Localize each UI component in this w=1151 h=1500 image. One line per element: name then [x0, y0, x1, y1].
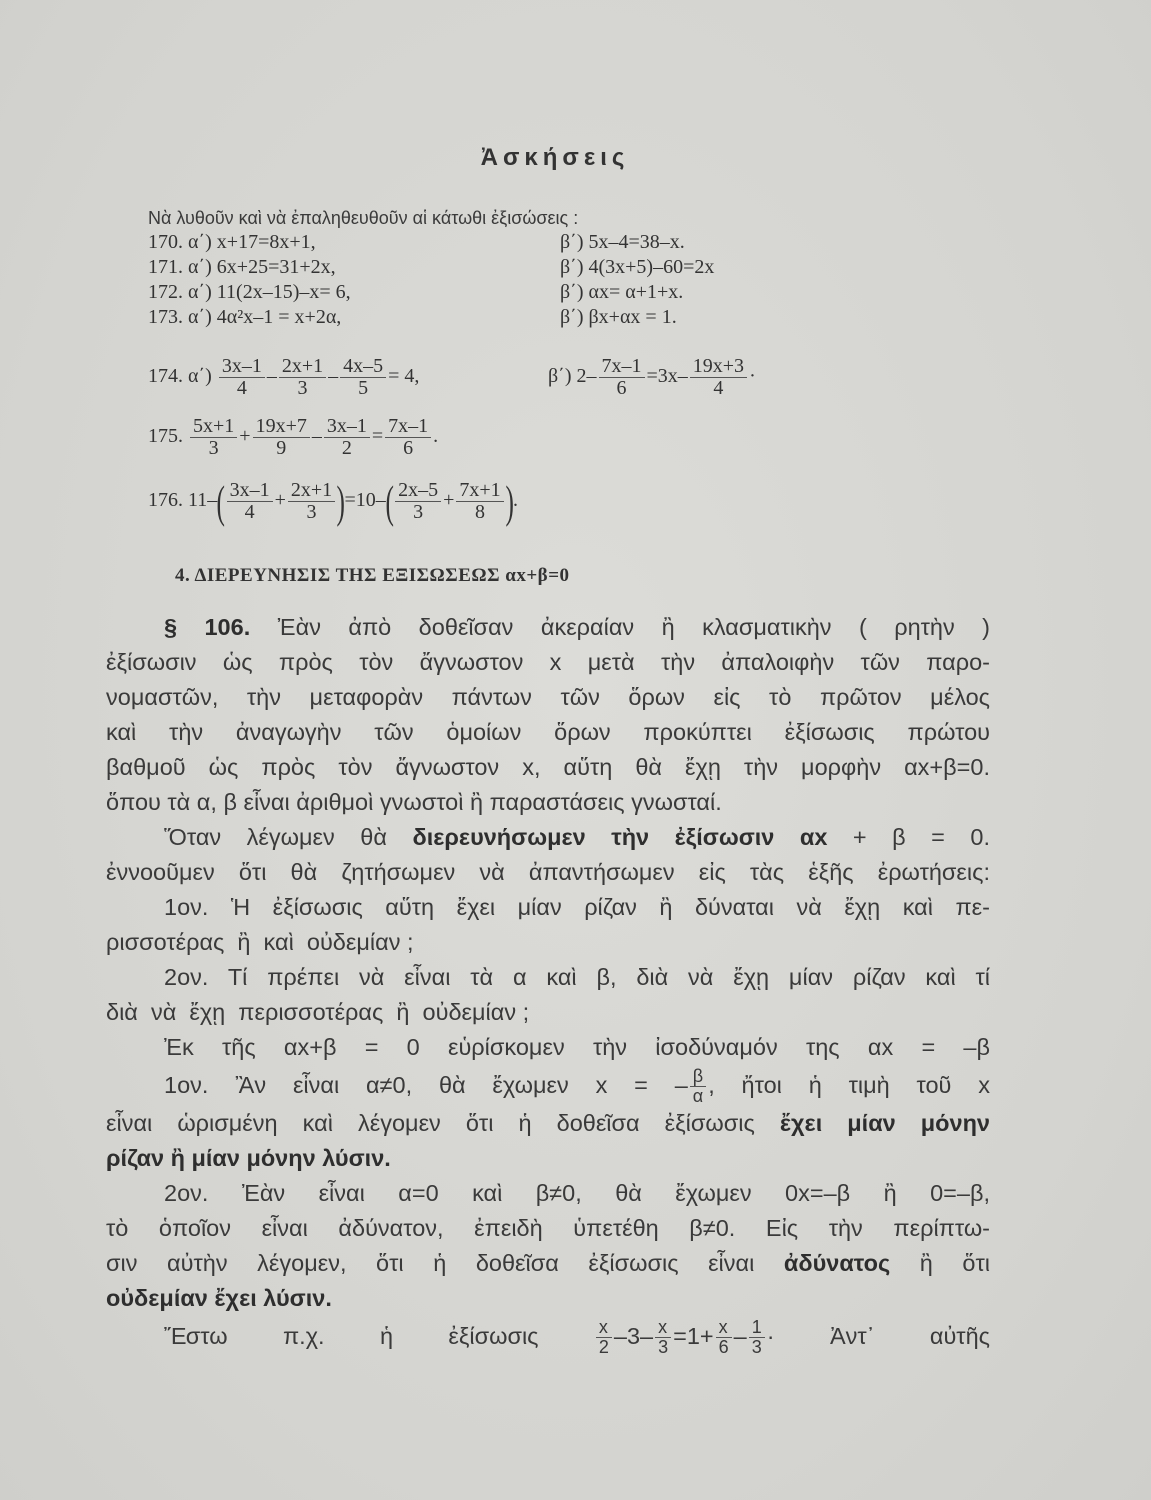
text-line — [106, 1281, 990, 1316]
fraction — [596, 1318, 612, 1357]
text-run: –3– — [613, 1323, 654, 1349]
text-run: β΄) βx+αx = 1. — [560, 306, 677, 328]
fraction — [385, 416, 431, 459]
exercise-part-b — [560, 231, 685, 254]
text-line — [106, 1141, 990, 1176]
text-run: τὸ ὁποῖον εἶναι ἀδύνατον, ἐπειδὴ ὑπετέθη β≠0. Εἰς τὴν περίπτω- — [106, 1215, 990, 1241]
text-line — [106, 1316, 990, 1357]
exercises-title: Ἀσκήσεις — [480, 144, 630, 171]
text-run: , ἤτοι ἡ τιμὴ τοῦ x — [708, 1072, 990, 1098]
exercise-part-a — [148, 415, 439, 459]
text-line — [106, 995, 990, 1030]
fraction — [340, 356, 386, 399]
exercise-part-b — [560, 256, 714, 279]
text-run: καὶ τὴν ἀναγωγὴν τῶν ὁμοίων ὅρων προκύπτει ἐξίσωσις πρώτου — [106, 719, 990, 745]
exercise-row — [148, 306, 677, 329]
denominator: α — [692, 1086, 704, 1107]
text-line — [106, 645, 990, 680]
parenthesis: ) — [336, 475, 346, 527]
fraction — [279, 356, 326, 399]
text-run: ἐξίσωσιν ὡς πρὸς τὸν ἄγνωστον x μετὰ τὴν ἀπαλοιφὴν τῶν παρο- — [106, 649, 990, 675]
fraction — [324, 416, 370, 459]
text-run: · Ἀντ᾽ αὐτῆς — [766, 1323, 990, 1349]
text-run: – — [266, 365, 277, 388]
numerator: 7x–1 — [385, 416, 431, 438]
denominator: 3 — [297, 377, 308, 399]
bold-text: οὐδεμίαν ἔχει λύσιν. — [106, 1285, 332, 1311]
text-run: 1ον. Ἡ ἐξίσωσις αὕτη ἔχει μίαν ρίζαν ἢ δύναται νὰ ἔχῃ καὶ πε- — [164, 894, 990, 920]
fraction — [227, 480, 273, 523]
text-run: 175. — [148, 425, 188, 448]
text-line — [106, 715, 990, 750]
exercise-row — [148, 231, 685, 254]
text-run: βαθμοῦ ὡς πρὸς τὸν ἄγνωστον x, αὕτη θὰ ἔχῃ τὴν μορφὴν αx+β=0. — [106, 754, 990, 780]
denominator: 3 — [751, 1337, 762, 1358]
fraction — [690, 1067, 706, 1106]
text-run: =10– — [344, 489, 386, 512]
fraction — [599, 356, 645, 399]
denominator: 6 — [616, 377, 627, 399]
numerator: 19x+7 — [253, 416, 310, 438]
text-run: 174. α΄) — [148, 365, 217, 388]
exercise-part-a — [148, 475, 518, 527]
text-run: – — [311, 425, 322, 448]
text-run: . — [512, 489, 518, 512]
text-line — [106, 1065, 990, 1106]
numerator: 7x–1 — [599, 356, 645, 378]
numerator: β — [690, 1067, 706, 1087]
text-run: Ἔστω π.χ. ἡ ἐξίσωσις — [164, 1323, 594, 1349]
numerator: x — [596, 1318, 612, 1338]
text-run: . — [433, 425, 439, 448]
text-line — [106, 960, 990, 995]
text-run: σιν αὐτὴν λέγομεν, ὅτι ἡ δοθεῖσα ἐξίσωσις εἶναι — [106, 1250, 784, 1276]
text-run: 173. α΄) 4α²x–1 = x+2α, — [148, 306, 342, 328]
exercise-part-a — [148, 256, 336, 278]
numerator: x — [655, 1318, 671, 1338]
denominator: 2 — [341, 437, 352, 459]
text-run: β΄) 5x–4=38–x. — [560, 231, 685, 253]
text-line — [106, 785, 990, 820]
parenthesis: ( — [385, 475, 394, 527]
text-run: Ἐὰν ἀπὸ δοθεῖσαν ἀκεραίαν ἢ κλασματικὴν ( ρητὴν ) — [250, 614, 990, 640]
bold-text: ρίζαν ἢ μίαν μόνην λύσιν. — [106, 1145, 391, 1171]
denominator: 8 — [475, 501, 486, 523]
denominator: 9 — [276, 437, 287, 459]
exercise-row — [148, 355, 756, 399]
text-line — [106, 925, 990, 960]
fraction — [716, 1318, 732, 1357]
text-run: ἢ ὅτι — [890, 1250, 990, 1276]
exercise-row — [148, 416, 438, 459]
numerator: 3x–1 — [219, 356, 265, 378]
numerator: x — [716, 1318, 732, 1338]
text-line — [106, 1176, 990, 1211]
exercise-part-b — [548, 356, 756, 399]
text-run: Ἐκ τῆς αx+β = 0 εὑρίσκομεν τὴν ἰσοδύναμόν της αx = –β — [164, 1034, 990, 1060]
bold-text: ἔχει μίαν μόνην — [779, 1110, 990, 1136]
text-line — [106, 610, 990, 645]
text-run: + — [239, 425, 251, 448]
denominator: 3 — [306, 501, 317, 523]
fraction — [190, 416, 237, 459]
text-line — [106, 820, 990, 855]
text-line — [106, 1211, 990, 1246]
text-run: 172. α΄) 11(2x–15)–x= 6, — [148, 281, 351, 303]
numerator: 5x+1 — [190, 416, 237, 438]
numerator: 3x–1 — [324, 416, 370, 438]
parenthesis: ) — [505, 475, 514, 527]
text-run: β΄) 2– — [548, 365, 597, 388]
denominator: 3 — [658, 1337, 669, 1358]
exercise-part-b — [560, 281, 683, 304]
denominator: 2 — [598, 1337, 609, 1358]
text-line — [106, 1246, 990, 1281]
text-run: διὰ νὰ ἔχῃ περισσοτέρας ἢ οὐδεμίαν ; — [106, 999, 530, 1025]
text-run: = — [371, 425, 384, 448]
fraction — [219, 356, 265, 399]
exercise-row — [148, 281, 684, 304]
exercise-part-a — [148, 306, 341, 328]
denominator: 4 — [713, 377, 724, 399]
fraction — [395, 480, 441, 523]
exercise-part-b — [560, 306, 677, 329]
text-run: 2ον. Τί πρέπει νὰ εἶναι τὰ α καὶ β, διὰ νὰ ἔχῃ μίαν ρίζαν καὶ τί — [164, 964, 990, 990]
bold-text: ἀδύνατος — [783, 1250, 891, 1276]
text-run: Ὅταν λέγωμεν θὰ — [164, 824, 413, 850]
denominator: 4 — [236, 377, 247, 399]
text-run: + — [443, 489, 455, 512]
exercise-row — [148, 256, 715, 279]
text-run: εἶναι ὡρισμένη καὶ λέγομεν ὅτι ἡ δοθεῖσα ἐξίσωσις — [106, 1110, 780, 1136]
denominator: 6 — [718, 1337, 729, 1358]
numerator: 2x+1 — [279, 356, 326, 378]
text-run: + — [274, 489, 286, 512]
fraction — [655, 1318, 671, 1357]
numerator: 2x+1 — [288, 480, 335, 502]
text-run: =1+ — [673, 1323, 714, 1349]
section-heading: 4. ΔΙΕΡΕΥΝΗΣΙΣ ΤΗΣ ΕΞΙΣΩΣΕΩΣ αx+β=0 — [175, 565, 570, 586]
denominator: 3 — [413, 501, 424, 523]
exercise-part-a — [148, 281, 351, 303]
numerator: 7x+1 — [456, 480, 503, 502]
numerator: 3x–1 — [227, 480, 273, 502]
text-line — [106, 1106, 990, 1141]
text-line — [106, 1030, 990, 1065]
denominator: 5 — [358, 377, 369, 399]
text-run: 2ον. Ἐὰν εἶναι α=0 καὶ β≠0, θὰ ἔχωμεν 0x=–β ἢ 0=–β, — [164, 1180, 990, 1206]
text-run: + β = 0. — [827, 824, 990, 850]
text-run: – — [328, 365, 339, 388]
parenthesis: ( — [216, 475, 226, 527]
exercise-row — [148, 475, 518, 527]
text-run: · — [749, 365, 756, 388]
text-run: 1ον. Ἂν εἶναι α≠0, θὰ ἔχωμεν x = – — [164, 1072, 688, 1098]
denominator: 4 — [244, 501, 255, 523]
exercises-intro: Νὰ λυθοῦν καὶ νὰ ἐπαληθευθοῦν αἱ κάτωθι ἐξισώσεις : — [148, 208, 579, 228]
exercise-part-a — [148, 355, 420, 399]
text-line — [106, 855, 990, 890]
fraction — [690, 356, 747, 399]
fraction — [253, 416, 310, 459]
numerator: 1 — [749, 1318, 765, 1338]
text-run: ἐννοοῦμεν ὅτι θὰ ζητήσωμεν νὰ ἀπαντήσωμεν εἰς τὰς ἑξῆς ἐρωτήσεις: — [106, 859, 990, 885]
fraction — [749, 1318, 765, 1357]
text-run: 170. α΄) x+17=8x+1, — [148, 231, 316, 253]
body-text — [106, 610, 990, 1357]
fraction — [288, 480, 335, 523]
denominator: 3 — [208, 437, 219, 459]
bold-text: διερευνήσωμεν τὴν ἐξίσωσιν αx — [412, 824, 828, 850]
text-run: – — [733, 1323, 747, 1349]
text-run: ρισσοτέρας ἢ καὶ οὐδεμίαν ; — [106, 929, 414, 955]
text-line — [106, 750, 990, 785]
text-run: 176. 11– — [148, 489, 218, 512]
numerator: 4x–5 — [340, 356, 386, 378]
fraction — [456, 480, 503, 523]
text-run: β΄) 4(3x+5)–60=2x — [560, 256, 715, 278]
text-run: β΄) αx= α+1+x. — [560, 281, 684, 303]
numerator: 19x+3 — [690, 356, 747, 378]
denominator: 6 — [403, 437, 414, 459]
text-line — [106, 890, 990, 925]
text-run: =3x– — [646, 365, 688, 388]
text-run: 171. α΄) 6x+25=31+2x, — [148, 256, 336, 278]
numerator: 2x–5 — [395, 480, 441, 502]
text-run: ὅπου τὰ α, β εἶναι ἀριθμοὶ γνωστοὶ ἢ παραστάσεις γνωσταί. — [106, 789, 722, 815]
bold-text: § 106. — [164, 614, 251, 640]
exercise-part-a — [148, 231, 316, 253]
text-run: = 4, — [388, 365, 420, 388]
text-run: νομαστῶν, τὴν μεταφορὰν πάντων τῶν ὅρων εἰς τὸ πρῶτον μέλος — [106, 684, 990, 710]
text-line — [106, 680, 990, 715]
